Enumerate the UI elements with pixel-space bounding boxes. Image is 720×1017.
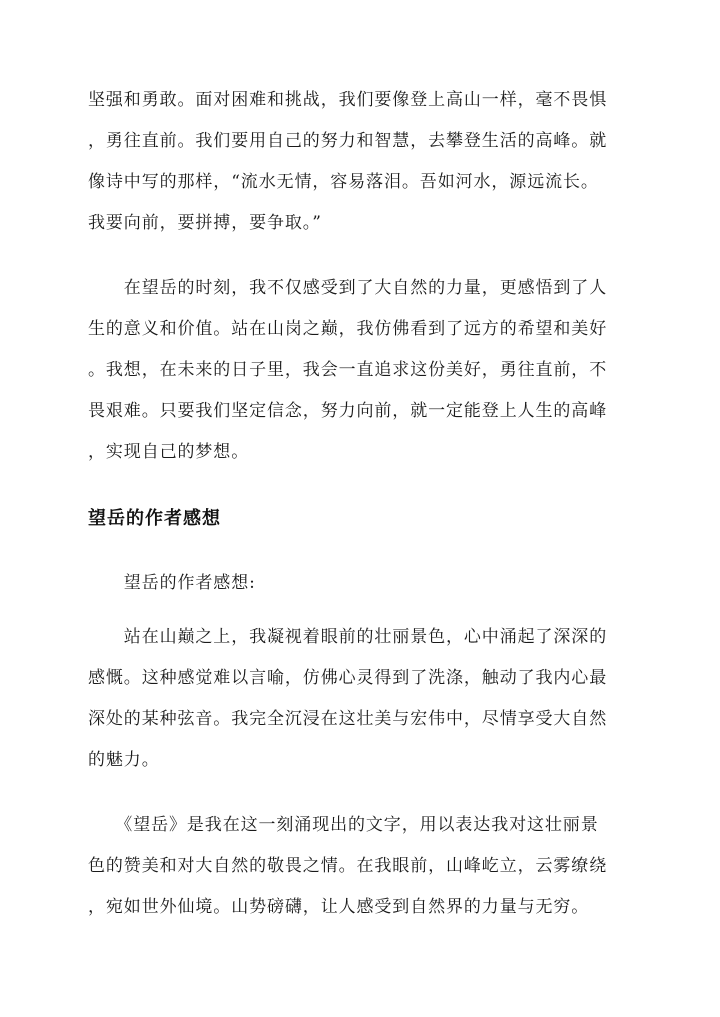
paragraph-1: 坚强和勇敢。面对困难和挑战，我们要像登上高山一样，毫不畏惧 ，勇往直前。我们要用自己的努力和智慧，去攀登生活的高峰。就 像诗中写的那样，“流水无情，容易落泪。吾如河水，源远流长。 我要向前，要拼搏，要争取。” xyxy=(88,90,608,233)
paragraph-3: 望岳的作者感想: xyxy=(88,573,256,593)
paragraph-4: 站在山巅之上，我凝视着眼前的壮丽景色，心中涌起了深深的 感慨。这种感觉难以言喻，仿佛心灵得到了洗涤，触动了我内心最 深处的某种弦音。我完全沉浸在这壮美与宏伟中，尽情享受大自然 的魅力。 xyxy=(88,627,608,770)
paragraph-5: 《望岳》是我在这一刻涌现出的文字，用以表达我对这壮丽景 色的赞美和对大自然的敬畏之情。在我眼前，山峰屹立，云雾缭绕 ，宛如世外仙境。山势磅礴，让人感受到自然界的力量与无穷。 xyxy=(88,815,608,917)
section-heading: 望岳的作者感想 xyxy=(88,508,221,529)
paragraph-2: 在望岳的时刻，我不仅感受到了大自然的力量，更感悟到了人 生的意义和价值。站在山岗之巅，我仿佛看到了远方的希望和美好 。我想，在未来的日子里，我会一直追求这份美好，勇往直前，不 畏艰难。只要我们坚定信念，努力向前，就一定能登上人生的高峰 ，实现自己的梦想。 xyxy=(88,278,608,462)
